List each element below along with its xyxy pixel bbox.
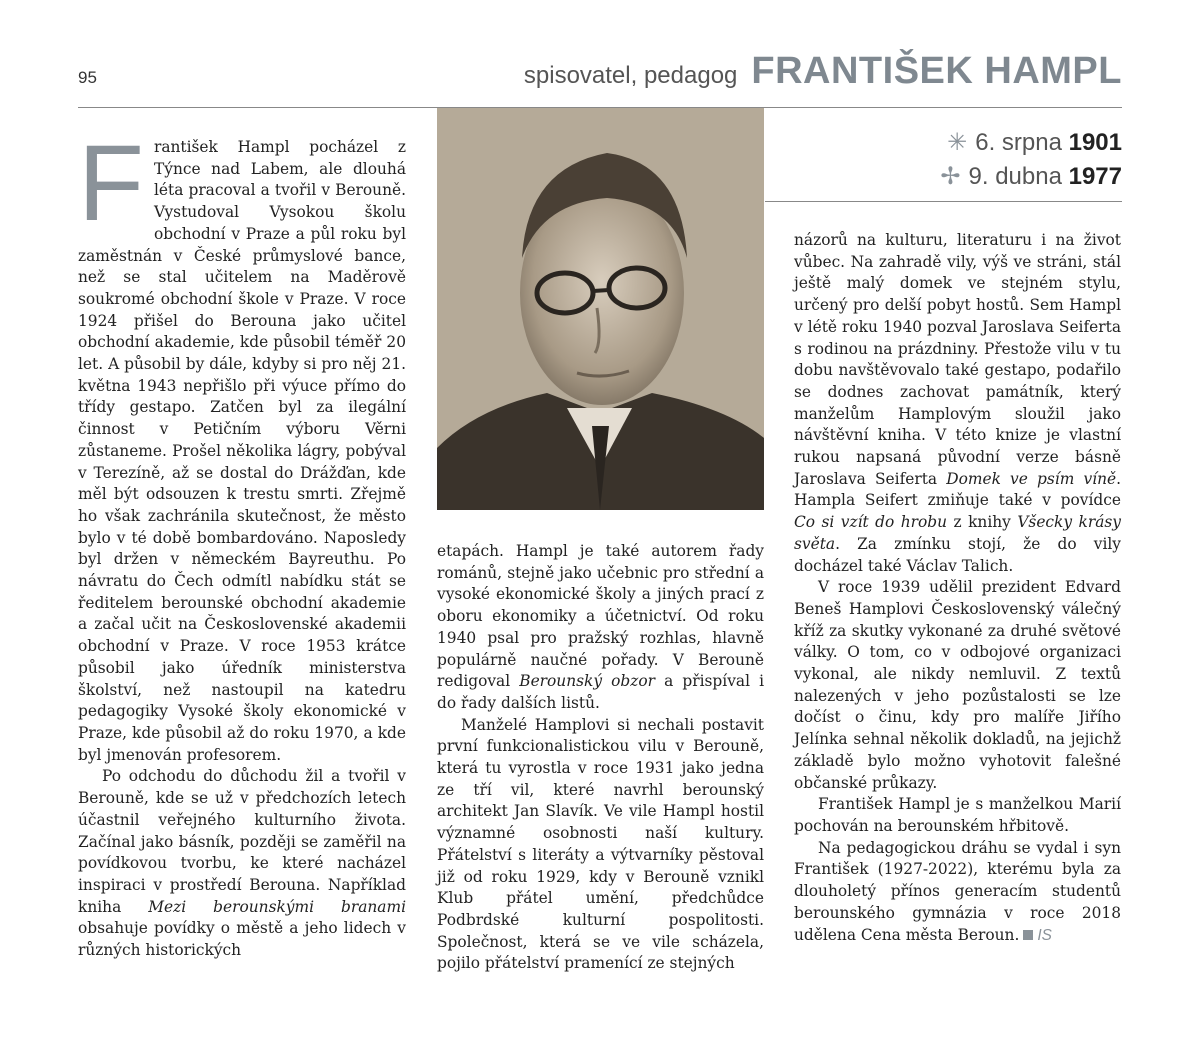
dropcap: F xyxy=(78,122,144,243)
death-cross-icon: ✢ xyxy=(940,163,961,190)
paragraph-seifert: názorů na kulturu, literaturu i na život vůbec. Na zahradě vily, výš ve stráni, stál ještě malý domek ve stejném stylu, určený pro delší pobyt hostů. Sem Hampl v létě roku 1940 pozval Jaroslava Seiferta s rodinou na prázdniny. Přestože vilu v tu dobu navštěvovalo také gestapo, podařilo se dodnes zachovat památník, který manželům Hamplovým sloužil jako návštěvní kniha. V této knize je vlastní rukou napsaná původní verze básně Jaroslava Seiferta Domek ve psím víně. Hampla Seifert zmiňuje také v povídce Co si vzít do hrobu z knihy Všecky krásy světa. Za zmínku stojí, že do vily docházel také Václav Talich. xyxy=(794,231,1121,575)
article-column-1 xyxy=(78,122,406,962)
header-subtitle: spisovatel, pedagog xyxy=(523,62,738,89)
book-title-2: Všecky krásy světa xyxy=(794,513,1121,553)
page-header xyxy=(524,50,1122,93)
page-number: 95 xyxy=(78,68,97,87)
paragraph-retirement: Po odchodu do důchodu žil a tvořil v Berouně, kde se už v předchozích letech účastnil veřejného kulturního života. Začínal jako básník, později se zaměřil na povídkovou tvorbu, ke které nacházel inspiraci v prostředí Berouna. Například kniha Mezi berounskými branami obsahuje povídky o městě a jeho lidech v různých historických xyxy=(78,767,406,960)
paragraph-villa: Manželé Hamplovi si nechali postavit první funkcionalistickou vilu v Berouně, která tu vyrostla v roce 1931 jako jedna ze tří vil, které navrhl berounský architekt Jan Slavík. Ve vile Hampl hostil významné osobnosti naší kultury. Přátelství s literáty a výtvarníky pěstoval již od roku 1929, kdy v Berouně vznikl Klub přátel umění, předchůdce Podbrdské kulturní pospolitosti. Společnost, která se ve vile scházela, pojilo přátelství pramenící ze stejných xyxy=(437,715,764,973)
paragraph-works: etapách. Hampl je také autorem řady románů, stejně jako učebnic pro střední a vysoké ekonomické školy a jiných prací z oboru ekonomiky a účetnictví. Od roku 1940 psal pro pražský rozhlas, hlavně populárně naučné pořady. V Berouně redigoval Berounský obzor a přispíval i do řady dalších listů. xyxy=(437,542,765,712)
paragraph-burial: František Hampl je s manželkou Marií pochován na berounském hřbitově. xyxy=(794,795,1121,835)
poem-title: Domek ve psím víně xyxy=(946,469,1117,488)
article-column-2 xyxy=(437,541,764,975)
portrait-image-icon xyxy=(437,108,764,510)
paragraph-intro: rantišek Hampl pocházel z Týnce nad Labem, ale dlouhá léta pracoval a tvořil v Berouně. Vystudoval Vysokou školu obchodní v Praze a půl roku byl zaměstnán v České průmyslové bance, než se stal učitelem na Maděrově soukromé obchodní škole v Praze. V roce 1924 přišel do Berouna jako učitel obchodní akademie, kde působil téměř 20 let. A působil by dále, kdyby si pro něj 21. května 1943 nepřišlo při výuce přímo do třídy gestapo. Zatčen byl za ilegální činnost v Petičním výboru Věrni zůstaneme. Prošel několika lágry, pobýval v Terezíně, až se dostal do Drážďan, kde měl být odsouzen k trestu smrti. Zřejmě ho však zachránila skutečnost, že město bylo v té době bombardováno. Naposledy byl držen v německém Bayreuthu. Po návratu do Čech odmítl nabídku stát se ředitelem berounské obchodní akademie a začal učit na Československé akademii obchodní v Praze. V roce 1953 krátce působil jako úředník ministerstva školství, než nastoupil na katedru pedagogiky Vysoké školy ekonomické v Praze, kde působil až do roku 1970, a kde byl jmenován profesorem. xyxy=(78,138,406,764)
birth-date: ✳ 6. srpna 1901 xyxy=(947,129,1122,156)
paragraph-son: Na pedagogickou dráhu se vydal i syn František (1927-2022), kterému byla za dlouholetý přínos generacím studentů berounského gymnázia v roce 2018 udělena Cena města Beroun. IS xyxy=(794,838,1121,944)
paragraph-war-cross: V roce 1939 udělil prezident Edvard Beneš Hamplovi Československý válečný kříž za skutky vykonané za druhé světové války. O tom, co v odbojové organizaci vykonal, ale nikdy nemluvil. Z textů nalezených v jeho pozůstalosti se lze dočíst o činu, kdy pro malíře Jiřího Jelínka sehnal několik dokladů, na jejichž základě bylo možno vyhotovit falešné občanské průkazy. xyxy=(794,578,1121,792)
article-column-3 xyxy=(794,230,1121,946)
death-date: ✢ 9. dubna 1977 xyxy=(940,163,1122,190)
life-dates xyxy=(940,126,1122,194)
end-mark-icon xyxy=(1023,930,1033,940)
author-initials: IS xyxy=(1037,926,1052,944)
portrait-photo xyxy=(437,108,764,510)
dates-rule xyxy=(765,201,1122,202)
story-title: Co si vzít do hrobu xyxy=(794,513,948,532)
birth-star-icon: ✳ xyxy=(947,129,968,156)
magazine-title: Berounský obzor xyxy=(519,672,656,691)
book-title: Mezi berounskými branami xyxy=(148,897,406,916)
header-name: FRANTIŠEK HAMPL xyxy=(751,50,1122,92)
